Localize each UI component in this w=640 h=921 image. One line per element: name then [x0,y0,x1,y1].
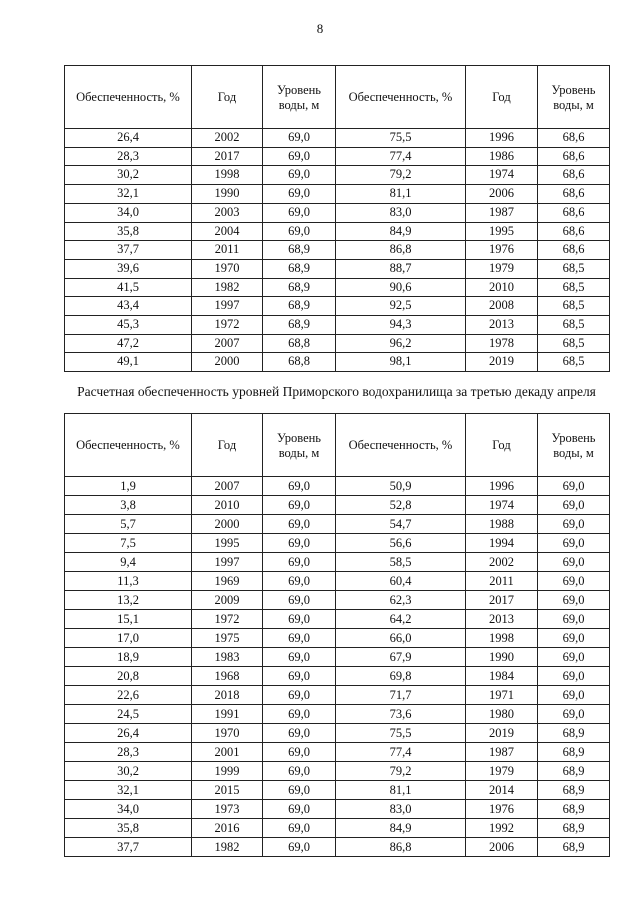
cell-probability: 9,4 [65,553,192,572]
cell-year: 1970 [192,259,263,278]
cell-water-level: 68,6 [538,203,610,222]
cell-water-level: 68,6 [538,222,610,241]
cell-year: 2014 [466,781,538,800]
cell-water-level: 69,0 [263,203,336,222]
cell-year: 2006 [466,185,538,204]
cell-year: 2006 [466,838,538,857]
table-row [65,667,610,686]
cell-water-level: 68,9 [538,838,610,857]
cell-probability: 1,9 [65,477,192,496]
cell-year: 2016 [192,819,263,838]
cell-probability: 62,3 [336,591,466,610]
cell-year: 1969 [192,572,263,591]
cell-year: 1972 [192,316,263,335]
cell-year: 2000 [192,515,263,534]
table-row [65,705,610,724]
cell-probability: 79,2 [336,166,466,185]
table-row [65,477,610,496]
cell-year: 2008 [466,297,538,316]
cell-probability: 79,2 [336,762,466,781]
cell-water-level: 69,0 [263,648,336,667]
cell-year: 1976 [466,800,538,819]
cell-year: 2011 [192,241,263,260]
cell-water-level: 69,0 [263,743,336,762]
cell-water-level: 69,0 [263,762,336,781]
table-row [65,648,610,667]
cell-year: 1979 [466,259,538,278]
cell-year: 1974 [466,166,538,185]
cell-water-level: 68,5 [538,316,610,335]
cell-probability: 37,7 [65,241,192,260]
cell-water-level: 69,0 [263,534,336,553]
cell-probability: 96,2 [336,334,466,353]
table-row [65,278,610,297]
cell-water-level: 69,0 [263,629,336,648]
cell-year: 2001 [192,743,263,762]
cell-probability: 17,0 [65,629,192,648]
cell-year: 2017 [192,147,263,166]
table-body [65,477,610,857]
table-body [65,129,610,372]
cell-water-level: 69,0 [263,591,336,610]
cell-water-level: 69,0 [538,591,610,610]
table-row [65,353,610,372]
header-probability: Обеспеченность, % [336,414,466,477]
cell-water-level: 69,0 [263,667,336,686]
cell-probability: 50,9 [336,477,466,496]
cell-year: 2019 [466,724,538,743]
cell-water-level: 69,0 [538,477,610,496]
cell-probability: 24,5 [65,705,192,724]
cell-water-level: 68,6 [538,147,610,166]
cell-water-level: 68,5 [538,278,610,297]
table-row [65,781,610,800]
table-row [65,610,610,629]
cell-probability: 90,6 [336,278,466,297]
cell-water-level: 68,6 [538,241,610,260]
table-row [65,724,610,743]
header-probability: Обеспеченность, % [65,66,192,129]
cell-water-level: 69,0 [263,572,336,591]
table-row [65,241,610,260]
cell-water-level: 68,9 [538,800,610,819]
cell-year: 2018 [192,686,263,705]
cell-probability: 69,8 [336,667,466,686]
cell-water-level: 69,0 [263,477,336,496]
cell-year: 2003 [192,203,263,222]
cell-water-level: 68,9 [538,819,610,838]
cell-water-level: 69,0 [263,185,336,204]
cell-water-level: 68,9 [263,316,336,335]
header-year: Год [466,66,538,129]
cell-probability: 26,4 [65,129,192,148]
cell-probability: 30,2 [65,762,192,781]
cell-year: 1991 [192,705,263,724]
cell-year: 2013 [466,610,538,629]
cell-water-level: 68,9 [263,241,336,260]
cell-probability: 11,3 [65,572,192,591]
cell-year: 1971 [466,686,538,705]
cell-probability: 83,0 [336,203,466,222]
table-row [65,222,610,241]
header-year: Год [192,414,263,477]
cell-water-level: 68,5 [538,334,610,353]
table-row [65,515,610,534]
cell-probability: 75,5 [336,724,466,743]
cell-water-level: 69,0 [538,667,610,686]
cell-water-level: 69,0 [263,705,336,724]
cell-water-level: 68,9 [538,781,610,800]
cell-probability: 94,3 [336,316,466,335]
cell-year: 2002 [466,553,538,572]
cell-probability: 49,1 [65,353,192,372]
cell-water-level: 68,5 [538,259,610,278]
cell-probability: 13,2 [65,591,192,610]
cell-probability: 77,4 [336,743,466,762]
cell-year: 1986 [466,147,538,166]
cell-water-level: 68,5 [538,353,610,372]
cell-water-level: 69,0 [538,572,610,591]
cell-year: 1975 [192,629,263,648]
cell-year: 1974 [466,496,538,515]
cell-year: 1972 [192,610,263,629]
header-water-level: Уровень воды, м [538,414,610,477]
cell-probability: 60,4 [336,572,466,591]
water-level-table-2 [64,413,610,857]
cell-water-level: 68,5 [538,297,610,316]
cell-year: 1984 [466,667,538,686]
cell-probability: 86,8 [336,241,466,260]
cell-water-level: 69,0 [263,496,336,515]
cell-water-level: 69,0 [538,534,610,553]
cell-water-level: 69,0 [538,496,610,515]
cell-probability: 3,8 [65,496,192,515]
cell-water-level: 68,8 [263,334,336,353]
cell-probability: 66,0 [336,629,466,648]
cell-probability: 15,1 [65,610,192,629]
cell-probability: 7,5 [65,534,192,553]
cell-water-level: 68,9 [263,259,336,278]
table-row [65,629,610,648]
header-probability: Обеспеченность, % [336,66,466,129]
cell-probability: 81,1 [336,185,466,204]
cell-probability: 20,8 [65,667,192,686]
cell-water-level: 69,0 [263,222,336,241]
cell-water-level: 69,0 [263,724,336,743]
cell-probability: 45,3 [65,316,192,335]
cell-probability: 73,6 [336,705,466,724]
header-year: Год [192,66,263,129]
cell-water-level: 69,0 [263,686,336,705]
cell-year: 1999 [192,762,263,781]
cell-probability: 43,4 [65,297,192,316]
table-row [65,819,610,838]
table-row [65,534,610,553]
cell-probability: 34,0 [65,203,192,222]
table-row [65,297,610,316]
table-row [65,686,610,705]
cell-year: 1970 [192,724,263,743]
cell-year: 1983 [192,648,263,667]
cell-year: 2004 [192,222,263,241]
table-caption: Расчетная обеспеченность уровней Приморского водохранилища за третью декаду апреля [77,384,596,399]
cell-water-level: 68,9 [263,278,336,297]
cell-water-level: 69,0 [263,610,336,629]
cell-year: 1982 [192,838,263,857]
cell-probability: 83,0 [336,800,466,819]
cell-probability: 88,7 [336,259,466,278]
cell-year: 1979 [466,762,538,781]
cell-water-level: 69,0 [263,129,336,148]
table-row [65,800,610,819]
cell-probability: 32,1 [65,185,192,204]
table-row [65,316,610,335]
cell-probability: 64,2 [336,610,466,629]
cell-year: 2011 [466,572,538,591]
cell-year: 1982 [192,278,263,297]
cell-year: 2009 [192,591,263,610]
cell-water-level: 69,0 [538,629,610,648]
cell-probability: 92,5 [336,297,466,316]
cell-probability: 26,4 [65,724,192,743]
cell-probability: 30,2 [65,166,192,185]
cell-year: 2010 [192,496,263,515]
header-water-level: Уровень воды, м [263,414,336,477]
cell-probability: 98,1 [336,353,466,372]
cell-water-level: 69,0 [263,819,336,838]
cell-water-level: 68,6 [538,185,610,204]
cell-year: 1987 [466,743,538,762]
page-number: 8 [316,21,324,36]
cell-year: 1996 [466,129,538,148]
cell-water-level: 68,9 [538,762,610,781]
table-row [65,166,610,185]
cell-probability: 5,7 [65,515,192,534]
cell-year: 1988 [466,515,538,534]
water-level-table-1 [64,65,610,372]
cell-probability: 84,9 [336,819,466,838]
table-row [65,743,610,762]
cell-year: 1994 [466,534,538,553]
cell-probability: 56,6 [336,534,466,553]
table-row [65,259,610,278]
cell-probability: 47,2 [65,334,192,353]
cell-probability: 54,7 [336,515,466,534]
table-row [65,553,610,572]
cell-water-level: 68,9 [538,724,610,743]
cell-year: 1990 [466,648,538,667]
cell-probability: 28,3 [65,743,192,762]
cell-water-level: 69,0 [538,515,610,534]
cell-water-level: 69,0 [538,648,610,667]
table-header-row [65,414,610,477]
cell-water-level: 68,6 [538,129,610,148]
table-row [65,185,610,204]
table-row [65,838,610,857]
cell-water-level: 69,0 [263,166,336,185]
cell-water-level: 68,8 [263,353,336,372]
table-row [65,334,610,353]
cell-probability: 32,1 [65,781,192,800]
cell-year: 1995 [466,222,538,241]
cell-year: 2019 [466,353,538,372]
cell-probability: 28,3 [65,147,192,166]
cell-year: 1996 [466,477,538,496]
cell-probability: 18,9 [65,648,192,667]
cell-year: 1998 [192,166,263,185]
cell-water-level: 69,0 [538,610,610,629]
table-row [65,572,610,591]
cell-year: 2007 [192,477,263,496]
cell-probability: 37,7 [65,838,192,857]
table-row [65,147,610,166]
cell-probability: 34,0 [65,800,192,819]
cell-probability: 41,5 [65,278,192,297]
table-row [65,203,610,222]
table-row [65,591,610,610]
cell-water-level: 69,0 [263,147,336,166]
table-row [65,762,610,781]
cell-probability: 58,5 [336,553,466,572]
cell-year: 1995 [192,534,263,553]
header-water-level: Уровень воды, м [263,66,336,129]
cell-year: 1980 [466,705,538,724]
table-row [65,496,610,515]
cell-probability: 35,8 [65,222,192,241]
cell-year: 2000 [192,353,263,372]
cell-water-level: 69,0 [263,838,336,857]
table-header-row [65,66,610,129]
cell-water-level: 69,0 [263,781,336,800]
cell-year: 1998 [466,629,538,648]
cell-year: 1978 [466,334,538,353]
cell-water-level: 69,0 [538,705,610,724]
cell-probability: 81,1 [336,781,466,800]
header-year: Год [466,414,538,477]
cell-water-level: 69,0 [538,686,610,705]
cell-year: 1992 [466,819,538,838]
cell-year: 1997 [192,297,263,316]
cell-water-level: 68,9 [538,743,610,762]
cell-water-level: 69,0 [263,553,336,572]
cell-probability: 86,8 [336,838,466,857]
cell-year: 1997 [192,553,263,572]
cell-probability: 71,7 [336,686,466,705]
cell-year: 1987 [466,203,538,222]
cell-probability: 84,9 [336,222,466,241]
table-row [65,129,610,148]
cell-year: 1976 [466,241,538,260]
cell-probability: 75,5 [336,129,466,148]
cell-probability: 52,8 [336,496,466,515]
cell-water-level: 69,0 [263,800,336,819]
cell-water-level: 68,9 [263,297,336,316]
cell-water-level: 69,0 [263,515,336,534]
cell-year: 2007 [192,334,263,353]
cell-year: 1968 [192,667,263,686]
cell-year: 2015 [192,781,263,800]
cell-probability: 35,8 [65,819,192,838]
header-probability: Обеспеченность, % [65,414,192,477]
cell-probability: 22,6 [65,686,192,705]
header-water-level: Уровень воды, м [538,66,610,129]
cell-year: 1990 [192,185,263,204]
cell-probability: 67,9 [336,648,466,667]
cell-year: 2017 [466,591,538,610]
cell-water-level: 68,6 [538,166,610,185]
cell-probability: 77,4 [336,147,466,166]
cell-probability: 39,6 [65,259,192,278]
cell-year: 2010 [466,278,538,297]
cell-water-level: 69,0 [538,553,610,572]
cell-year: 1973 [192,800,263,819]
cell-year: 2013 [466,316,538,335]
cell-year: 2002 [192,129,263,148]
